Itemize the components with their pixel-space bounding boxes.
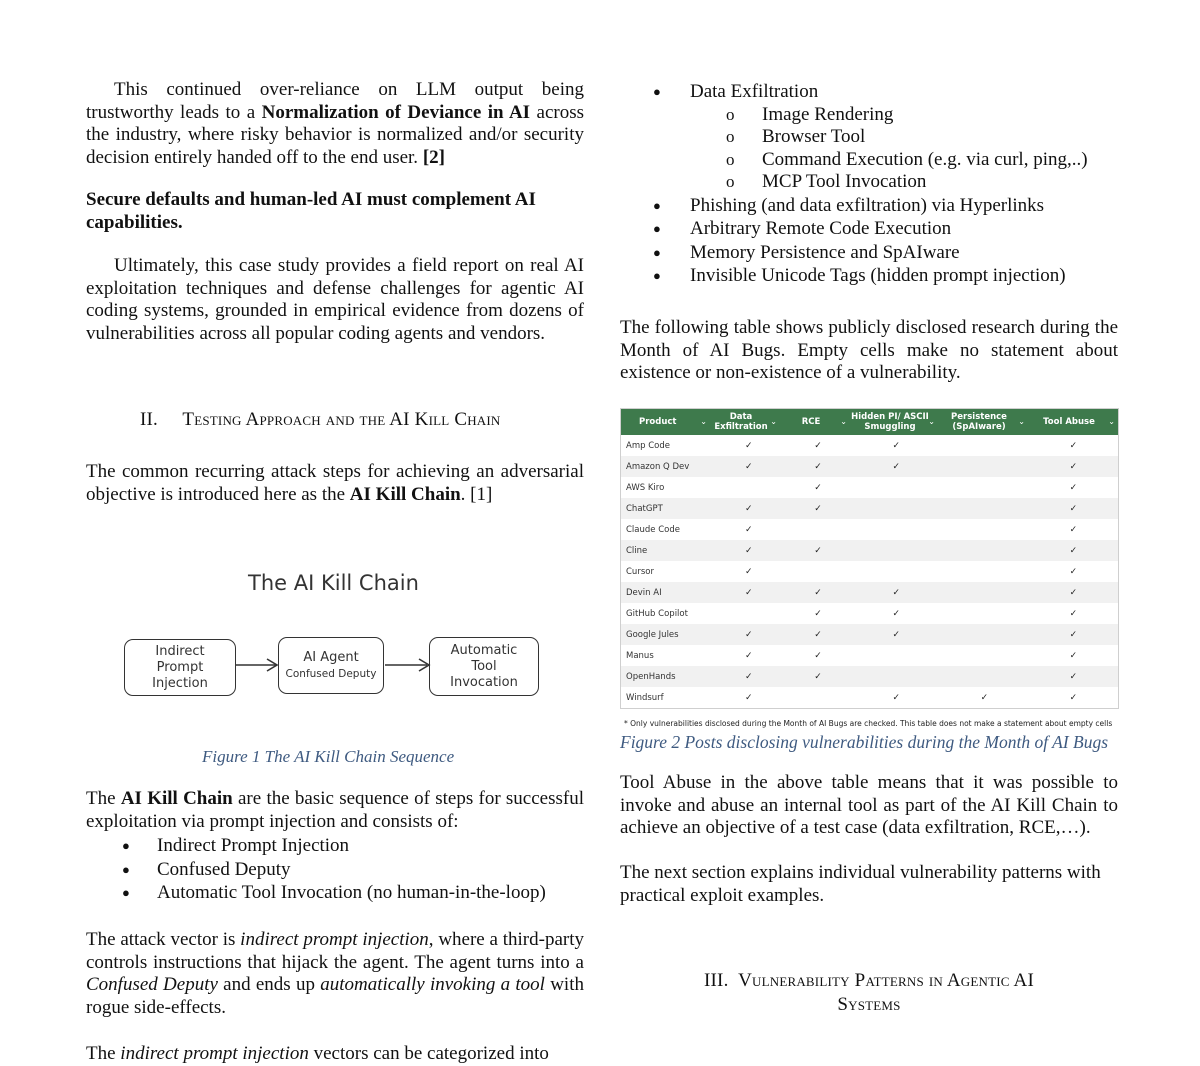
item-text: Memory Persistence and SpAIware <box>690 241 960 263</box>
column-header[interactable] <box>850 409 938 435</box>
chevron-down-icon: ⌄ <box>1018 417 1025 426</box>
box-label: AI Agent <box>303 649 359 665</box>
table-row <box>621 456 1118 477</box>
sub-list-item: o Browser Tool <box>726 126 866 147</box>
case-study-paragraph: Ultimately, this case study provides a field report on real AI exploitation techniques and defense challenges for agentic AI coding systems, grounded in empirical evidence from dozens of vulnerabilities across all popular coding agents and vendors. <box>86 255 584 344</box>
check-mark-cell: ✓ <box>814 503 822 514</box>
item-text: Confused Deputy <box>157 858 291 880</box>
header-label: Data Exfiltration <box>714 412 768 432</box>
heading-text: II. Testing Approach and the AI Kill Chain <box>140 409 501 430</box>
item-text: Browser Tool <box>762 126 866 147</box>
bold-text: Secure defaults and human-led AI must complement AI capabilities. <box>86 189 536 233</box>
check-mark-cell: ✓ <box>744 566 753 577</box>
kill-chain-steps-list <box>86 834 584 905</box>
heading-line: Systems <box>837 994 901 1015</box>
check-mark-cell: ✓ <box>814 482 822 493</box>
check-mark-cell: ✓ <box>814 545 822 556</box>
check-mark-cell: ✓ <box>814 650 822 661</box>
box-label: Indirect Prompt Injection <box>152 643 208 691</box>
figure1-caption: Figure 1 The AI Kill Chain Sequence <box>202 747 455 766</box>
table-body <box>621 435 1118 708</box>
check-mark-cell: ✓ <box>814 587 822 598</box>
check-mark-cell: ✓ <box>1069 692 1078 703</box>
item-text: Command Execution (e.g. via curl, ping,..) <box>762 148 1088 170</box>
check-mark-cell: ✓ <box>1069 461 1078 472</box>
list-item: ● Indirect Prompt Injection <box>122 835 350 856</box>
table-row <box>621 645 1118 666</box>
bold-term: AI Kill Chain <box>349 483 461 505</box>
item-text: Automatic Tool Invocation (no human-in-the-loop) <box>157 882 546 903</box>
figure2-caption: Figure 2 Posts disclosing vulnerabilities during the Month of AI Bugs <box>620 732 1109 752</box>
list-item: ● Confused Deputy <box>122 858 291 880</box>
check-mark-cell: ✓ <box>892 608 901 619</box>
check-mark-cell: ✓ <box>744 524 753 535</box>
table-row <box>621 498 1118 519</box>
check-mark-cell: ✓ <box>1069 524 1078 535</box>
attack-vector-paragraph <box>86 929 584 1019</box>
product-name-cell: Google Jules <box>626 629 679 640</box>
product-name-cell: AWS Kiro <box>626 482 665 493</box>
vulnerability-table <box>620 408 1119 709</box>
section-iii-heading <box>620 969 1118 1017</box>
kill-chain-arrows <box>236 655 436 679</box>
product-name-cell: OpenHands <box>626 671 676 682</box>
check-mark-cell: ✓ <box>1069 440 1078 451</box>
table-row <box>621 519 1118 540</box>
check-mark-cell: ✓ <box>744 671 753 682</box>
text: The attack vector is <box>86 929 241 950</box>
next-section-paragraph: The next section explains individual vulnerability patterns with practical exploit examples. <box>620 862 1101 906</box>
chevron-down-icon: ⌄ <box>770 417 777 426</box>
vector-bullet-list <box>620 80 1118 288</box>
check-mark-cell: ✓ <box>1069 545 1078 556</box>
check-mark-cell: ✓ <box>814 440 822 451</box>
check-mark-cell: ✓ <box>744 587 753 598</box>
check-mark-cell: ✓ <box>1069 671 1078 682</box>
bold-statement <box>86 189 584 234</box>
kill-chain-description <box>86 788 584 833</box>
check-mark-cell: ✓ <box>744 629 753 640</box>
item-text: Phishing (and data exfiltration) via Hyperlinks <box>690 194 1045 216</box>
reference: [2] <box>422 146 445 168</box>
kill-chain-intro <box>86 461 584 506</box>
box-label: Automatic Tool Invocation <box>450 642 518 690</box>
text: The <box>86 788 121 809</box>
product-name-cell: Cline <box>626 545 648 556</box>
text: . [1] <box>460 483 493 505</box>
column-header[interactable] <box>710 409 780 435</box>
check-mark-cell: ✓ <box>892 692 901 703</box>
product-name-cell: Cursor <box>626 566 654 577</box>
bold-term: Normalization of Deviance in AI <box>261 101 531 123</box>
chevron-down-icon: ⌄ <box>840 417 847 426</box>
check-mark-cell: ✓ <box>980 692 989 703</box>
check-mark-cell: ✓ <box>1069 587 1078 598</box>
table-footnote: * Only vulnerabilities disclosed during the Month of AI Bugs are checked. This table does not make a statement about empty cells <box>624 719 1113 728</box>
check-mark-cell: ✓ <box>814 629 822 640</box>
check-mark-cell: ✓ <box>1069 650 1078 661</box>
text: vectors can be categorized into <box>308 1043 549 1064</box>
table-row <box>621 624 1118 645</box>
header-label: Hidden PI/ ASCII Smuggling <box>851 412 929 432</box>
list-item: ● Data Exfiltration <box>653 81 819 102</box>
italic-term: indirect prompt injection <box>240 929 429 950</box>
product-name-cell: Devin AI <box>626 587 662 598</box>
chevron-down-icon: ⌄ <box>700 417 707 426</box>
check-mark-cell: ✓ <box>744 503 753 514</box>
header-label: RCE <box>801 417 821 427</box>
section-ii-heading <box>140 409 580 431</box>
table-row <box>621 666 1118 687</box>
check-mark-cell: ✓ <box>1069 608 1078 619</box>
text: This continued over-reliance on LLM output being trustworthy leads to a <box>86 79 584 123</box>
heading-line: III. Vulnerability Patterns in Agentic AI <box>704 970 1034 991</box>
check-mark-cell: ✓ <box>1069 629 1078 640</box>
list-item: ● Invisible Unicode Tags (hidden prompt injection) <box>653 265 1066 286</box>
bold-term: AI Kill Chain <box>120 788 233 809</box>
column-header[interactable] <box>780 409 850 435</box>
italic-term: indirect prompt injection <box>120 1043 309 1064</box>
table-row <box>621 603 1118 624</box>
list-item: ● Phishing (and data exfiltration) via Hyperlinks <box>653 194 1045 216</box>
column-header[interactable] <box>938 409 1028 435</box>
check-mark-cell: ✓ <box>1069 566 1078 577</box>
table-row <box>621 582 1118 603</box>
text: The <box>86 1043 121 1064</box>
chevron-down-icon: ⌄ <box>928 417 935 426</box>
check-mark-cell: ✓ <box>744 545 753 556</box>
product-name-cell: Amp Code <box>626 440 670 451</box>
item-text: Data Exfiltration <box>690 81 819 102</box>
text: are the basic sequence of steps for successful exploitation via prompt injection and consists of: <box>86 788 584 832</box>
product-name-cell: Amazon Q Dev <box>626 461 690 472</box>
check-mark-cell: ✓ <box>892 587 901 598</box>
table-row <box>621 540 1118 561</box>
text: and ends up <box>217 974 321 995</box>
table-row <box>621 687 1118 708</box>
vectors-paragraph-start <box>86 1043 584 1066</box>
sub-list-item: o Command Execution (e.g. via curl, ping,..) <box>726 148 1088 170</box>
check-mark-cell: ✓ <box>744 440 753 451</box>
product-name-cell: Claude Code <box>626 524 680 535</box>
intro-paragraph <box>86 79 584 169</box>
check-mark-cell: ✓ <box>814 461 822 472</box>
sub-list-item: o MCP Tool Invocation <box>726 171 927 192</box>
item-text: Indirect Prompt Injection <box>157 835 350 856</box>
check-mark-cell: ✓ <box>744 461 753 472</box>
italic-term: automatically invoking a tool <box>320 974 545 995</box>
text: across the industry, where risky behavior is normalized and/or security decision entirely handed off to the end user. <box>86 101 584 168</box>
list-item: ● Memory Persistence and SpAIware <box>653 241 960 263</box>
kill-chain-box-tool <box>429 637 539 696</box>
item-text: Invisible Unicode Tags (hidden prompt injection) <box>690 265 1066 286</box>
italic-term: Confused Deputy <box>86 974 218 995</box>
text: with rogue side-effects. <box>86 974 584 1018</box>
item-text: Arbitrary Remote Code Execution <box>690 218 952 239</box>
check-mark-cell: ✓ <box>744 650 753 661</box>
product-name-cell: Windsurf <box>626 692 664 703</box>
header-label: Product <box>639 417 677 427</box>
column-header[interactable] <box>1028 409 1118 435</box>
check-mark-cell: ✓ <box>1069 482 1078 493</box>
check-mark-cell: ✓ <box>892 629 901 640</box>
list-item: ● Automatic Tool Invocation (no human-in-the-loop) <box>122 882 546 903</box>
check-mark-cell: ✓ <box>1069 503 1078 514</box>
text: , where a third-party controls instructions that hijack the agent. The agent turns into a <box>86 929 584 973</box>
check-mark-cell: ✓ <box>892 461 901 472</box>
header-label: Persistence (SpAIware) <box>951 412 1007 432</box>
product-name-cell: Manus <box>626 650 654 661</box>
kill-chain-box-injection <box>124 639 236 696</box>
tool-abuse-paragraph: Tool Abuse in the above table means that it was possible to invoke and abuse an internal tool as part of the AI Kill Chain to achieve an objective of a test case (data exfiltration, RCE,…). <box>620 772 1118 838</box>
sub-list-item: o Image Rendering <box>726 103 894 125</box>
box-sublabel: Confused Deputy <box>285 667 377 680</box>
check-mark-cell: ✓ <box>892 440 901 451</box>
table-header-row <box>621 409 1118 435</box>
product-name-cell: GitHub Copilot <box>626 608 688 619</box>
check-mark-cell: ✓ <box>814 671 822 682</box>
table-row <box>621 435 1118 456</box>
item-text: MCP Tool Invocation <box>762 171 927 192</box>
table-row <box>621 561 1118 582</box>
table-row <box>621 477 1118 498</box>
check-mark-cell: ✓ <box>814 608 822 619</box>
text: The common recurring attack steps for achieving an adversarial objective is introduced here as the <box>86 461 584 505</box>
list-item: ● Arbitrary Remote Code Execution <box>653 218 952 239</box>
check-mark-cell: ✓ <box>744 692 753 703</box>
column-header[interactable] <box>621 409 710 435</box>
header-label: Tool Abuse <box>1043 417 1095 427</box>
chevron-down-icon: ⌄ <box>1108 417 1115 426</box>
product-name-cell: ChatGPT <box>626 503 663 514</box>
figure1-title: The AI Kill Chain <box>248 571 419 595</box>
table-intro-paragraph: The following table shows publicly disclosed research during the Month of AI Bugs. Empty cells make no statement about existence or non-existence of a vulnerability. <box>620 317 1118 383</box>
item-text: Image Rendering <box>762 103 894 125</box>
